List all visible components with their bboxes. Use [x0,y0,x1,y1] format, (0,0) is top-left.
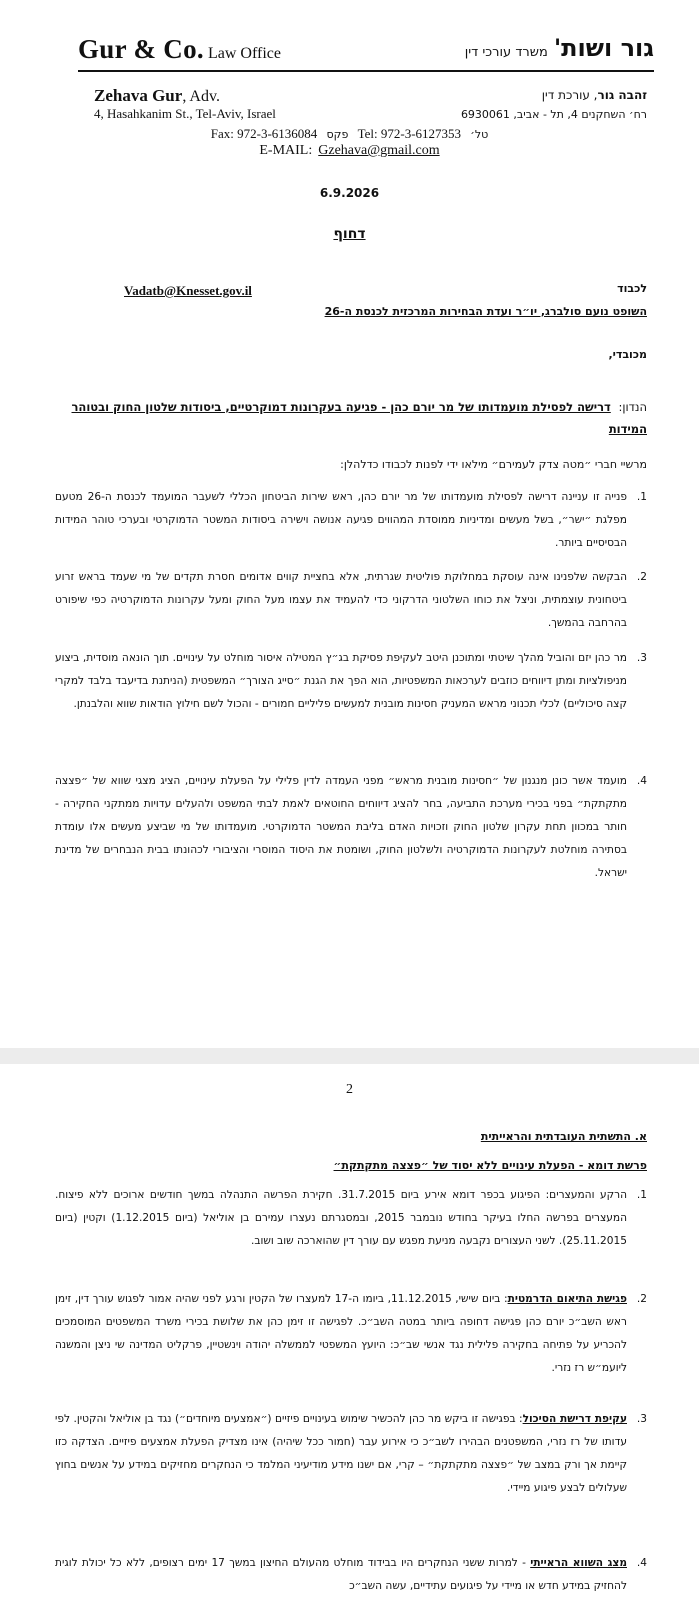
paragraph-2 [55,566,647,635]
tel-number: Tel: 972-3-6127353 [357,126,462,141]
paragraph-number: 2. [636,1293,647,1305]
p2-paragraph-1 [55,1184,647,1253]
section-subtitle: פרשת דומא - הפעלת עינויים ללא יסוד של ״פצצה מתקתקת״ [333,1159,647,1172]
paragraph-number: 3. [636,1413,647,1425]
paragraph-number: 1. [636,1189,647,1201]
paragraph-4 [55,770,647,885]
intro-text: מרשיי חברי ״מטה צדק לעמירם״ מילאו ידי לפנות לכבודו כדלהלן: [340,458,647,471]
email-link[interactable]: Gzehava@gmail.com [318,143,440,158]
subject-line [67,396,647,440]
address-he: רח׳ השחקנים 4, תל - אביב, 6930061 [460,108,647,121]
letterhead [78,34,654,68]
fax-number: Fax: 972-3-6136084 [210,126,318,141]
tel-label-he: טל׳ [470,128,489,141]
lawyer-name-he: זהבה גור, עורכת דין [541,88,647,102]
letterhead-divider [78,70,654,72]
p2-paragraph-4 [55,1552,647,1598]
recipient-label: לכבוד [617,282,647,295]
paragraph-number: 4. [636,775,647,787]
address-en: 4, Hasahkanim St., Tel-Aviv, Israel [94,106,276,121]
paragraph-number: 3. [636,652,647,664]
paragraph-heading: עקיפת דרישת הסיכול [522,1413,627,1425]
paragraph-3 [55,647,647,716]
paragraph-text: פגישת התיאום הדרמטית: ביום שישי, 11.12.2015, ביומו ה-17 למעצרו של הקטין ורגע לפני שהיה אמור לפגוש עורך דין, זימן ראש השב״כ יורם כהן פגישה דחופה ביותר במטה השב״כ. לפגישה זו זימן כהן את שלושת בכירי משרד המשפטים המוסמכים להכריע על פתיחה בחקירה פלילית נגד אנשי שב״כ: היועץ המשפטי לממשלה יהודה וינשטיין, פרקליט המדינה שי ניצן והמשנה ליועמ״ש רז נזרי. [55,1293,627,1374]
paragraph-text: מצג השווא הראייתי - למרות ששני הנחקרים היו בבידוד מוחלט מהעולם החיצון במשך 17 ימים רצופים, ללא כל יכולת לוגית להחזיק במידע חדש או מיידי על פיגועים עתידיים, עשה השב״כ [55,1557,627,1592]
paragraph-text: פנייה זו עניינה דרישה לפסילת מועמדותו של מר יורם כהן, ראש שירות הביטחון הכללי לשעבר המועמד לכנסת ה-26 מטעם מפלגת ״ישר״, בשל מעשים ומדיניות ממוסדת המהווים פגיעה אנושה וישירה ביסודות המשטר הדמוקרטי ובערכי טוהר המידות הבסיסיים ביותר. [55,491,628,549]
contact-phone-line [0,126,699,142]
letter-date: 6.9.2026 [319,186,380,200]
letterhead-hebrew [465,34,654,62]
subject-text: דרישה לפסילת מועמדותו של מר יורם כהן - פגיעה בעקרונות דמוקרטיים, ביסודות שלטון החוק ובטוהר המידות [71,400,647,436]
subject-label: הנדון: [618,400,647,414]
fax-label-he: פקס [326,128,349,141]
paragraph-text: מועמד אשר כונן מנגנון של ״חסינות מובנית מראש״ מפני העמדה לדין פלילי על הפעלת עינויים, הציג מצגי שווא של ״פצצה מתקתקת״ בפני בכירי מערכת התביעה, בחר להציג דיווחים החוטאים לאמת לבתי המשפט ולהעלים עדויות ממתקני החקירה - חותר במכוון תחת עקרון שלטון החוק וזכויות האדם בליבת המשטר הדמוקרטי. מועמדותו של מי שביצע מעשים אלו עומדת בסתירה מוחלטת לעקרונות הדמוקרטיה ולשלטון החוק, ושומטת את היסוד המוסרי והציבורי לכהונתו בבית הנבחרים של מדינת ישראל. [55,775,627,879]
greeting: מכובדי, [608,348,647,361]
email-label: E-MAIL: [259,143,313,158]
paragraph-heading: פגישת התיאום הדרמטית [507,1293,627,1305]
paragraph-text: עקיפת דרישת הסיכול: בפגישה זו ביקש מר כהן להכשיר שימוש בעינויים פיזיים (״אמצעים מיוחדים״) נגד בן אוליאל והקטין. לפי עדותו של רז נזרי, המשפטנים הבהירו לשב״כ כי אירוע עבר (חמור ככל שיהיה) אינו מצדיק הפעלת אמצעים פיזיים. הצדקה כזו קיימת אך ורק במצב של ״פצצה מתקתקת״ – קרי, אם ישנו מידע מודיעיני המלמד כי הנחקרים מחזיקים במידע על אנשים בחוץ שעלולים לבצע פיגוע מיידי. [55,1413,627,1494]
paragraph-number: 2. [636,571,647,583]
recipient-email[interactable]: Vadatb@Knesset.gov.il [124,283,252,298]
p2-paragraph-3 [55,1408,647,1500]
paragraph-number: 1. [636,491,647,503]
paragraph-1 [55,486,647,555]
paragraph-text: הבקשה שלפנינו אינה עוסקת במחלוקת פוליטית שגרתית, אלא בחציית קווים אדומים חסרת תקדים של מי שעמד בראש זרוע ביטחונית עוצמתית, וניצל את כוחו השלטוני הדרקוני כדי להעמיד את עצמו מעל החוק ומעל עקרונות הדמוקרטיה כפי שיפורט בהרחבה בהמשך. [55,571,627,629]
paragraph-heading: מצג השווא הראייתי [530,1557,627,1569]
letterhead-english [78,34,281,65]
paragraph-number: 4. [636,1557,647,1569]
office-label-he: משרד עורכי דין [464,45,548,60]
recipient-name: השופט נועם סולברג, יו״ר ועדת הבחירות המרכזית לכנסת ה-26 [324,305,647,318]
firm-name-en: Gur & Co. [78,34,204,64]
urgent-heading: דחוף [333,226,366,242]
lawyer-name-en: Zehava Gur, Adv. [94,86,220,105]
office-label-en: Law Office [207,45,281,62]
firm-name-he: גור ושות' [553,34,654,62]
paragraph-text: הרקע והמעצרים: הפיגוע בכפר דומא אירע ביום 31.7.2015. חקירת הפרשה התנהלה במשך חודשים ארוכים ללא פיצוח. המעצרים בפרשה החלו בעיקר בחודש נובמבר 2015, ובמסגרתם נעצרו עמירם בן אוליאל (ביום 1.12.2015) וקטין (ביום 25.11.2015). לשני העצורים נקבעה מניעת מפגש עם עורך דין שהוארכה שוב ושוב. [55,1189,628,1247]
contact-email-line [0,143,699,159]
letter-page-2 [0,1064,699,1600]
paragraph-text: מר כהן יזם והוביל מהלך שיטתי ומתוכנן היטב לעקיפת פסיקת בג״ץ המטילה איסור מוחלט על עינויים. תוך הונאה מוסדית, ביצוע מניפולציות ומתן דיווחים כוזבים לערכאות המשפטיות, הוא הפך את הגנת ״סייג הצורך״ המשפטית (הניתנת בדיעבד בלבד למקרי קצה סיכוליים) לכלי תכנוני מראש המעניק חסינות מובנית למעשים פליליים חמורים - והכול לשם חילוץ הודאות שווא והלבנתן. [55,652,627,710]
p2-paragraph-2 [55,1288,647,1380]
page-number: 2 [346,1082,353,1097]
section-title: א. התשתית העובדתית והראייתית [480,1130,647,1143]
